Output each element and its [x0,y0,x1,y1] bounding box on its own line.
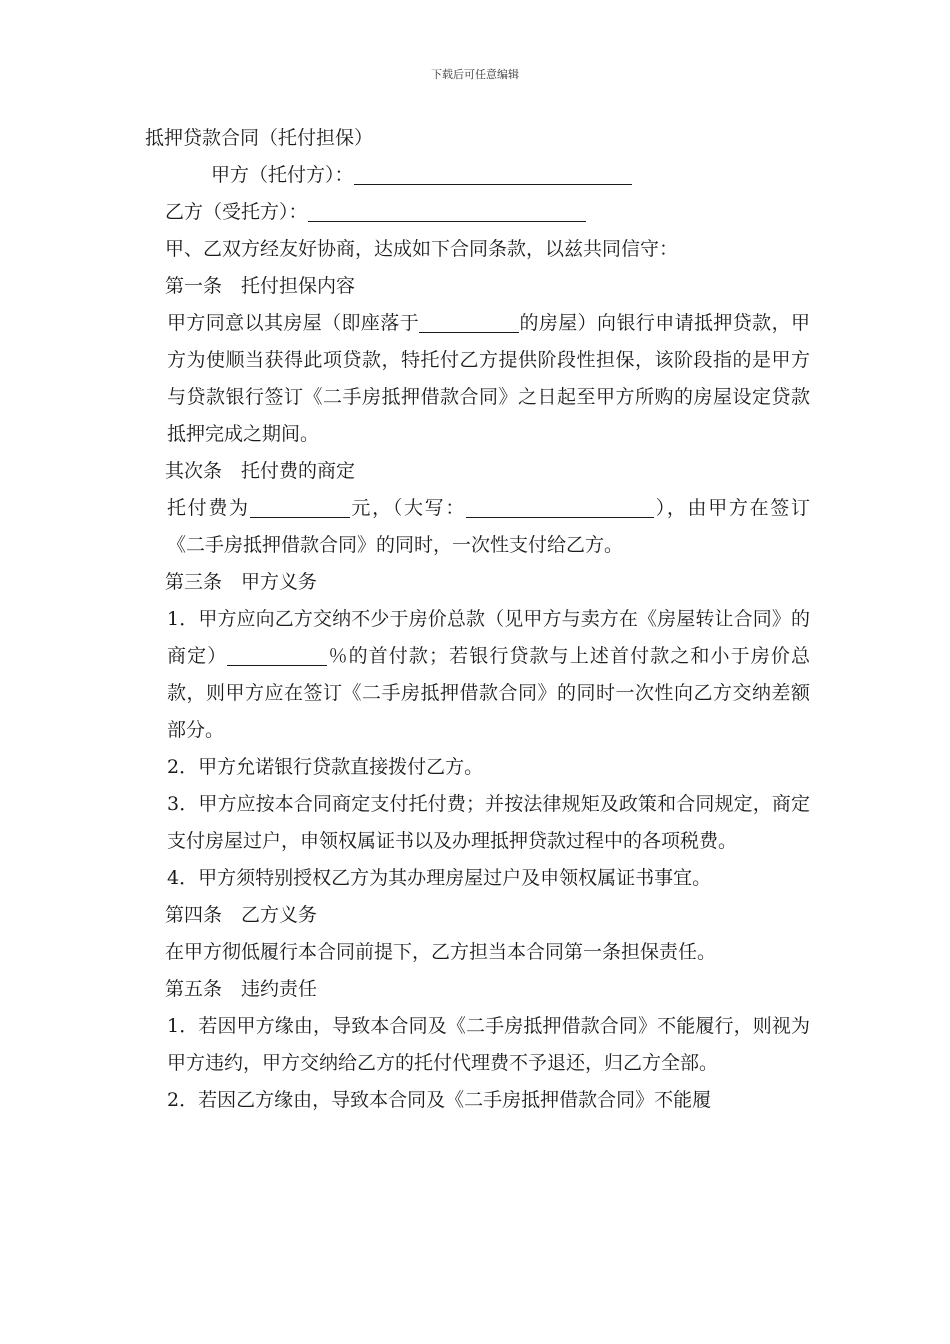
article-3-item-4: 4．甲方须特别授权乙方为其办理房屋过户及申领权属证书事宜。 [167,867,712,889]
party-a-label: 甲方（托付方）： [211,164,354,186]
article-1-paragraph [145,305,810,453]
article-3-item-1-after: ％的首付款；若银行贷款与上述首付款之和小于房价总款，则甲方应在签订《二手房抵押借款合同》的同时一次性向乙方交纳差额部分。 [167,645,810,741]
contract-body [145,120,810,1119]
article-2-text-2: 元，（大写： [349,497,467,519]
article-1-text-before: 甲方同意以其房屋（即座落于 [167,312,420,334]
article-2-text-3: ），由甲方在签订《二手房抵押借款合同》的同时，一次性支付给乙方。 [167,497,810,556]
article-2-text-1: 托付费为 [167,497,250,519]
article-3-item-1-before: 1．甲方应向乙方交纳不少于房价总款（见甲方与卖方在《房屋转让合同》的商定） [167,608,810,667]
article-4-heading: 第四条 乙方义务 [165,904,318,926]
article-1-heading: 第一条 托付担保内容 [165,275,356,297]
article-3-item-3: 3．甲方应按本合同商定支付托付费；并按法律规矩及政策和合同规定，商定支付房屋过户，申领权属证书以及办理抵押贷款过程中的各项税费。 [167,793,810,852]
party-b-blank [308,199,586,222]
article-2-heading: 其次条 托付费的商定 [165,460,356,482]
contract-title: 抵押贷款合同（托付担保） [145,127,374,149]
party-b-label: 乙方（受托方）： [165,201,308,223]
article-5-item-1: 1．若因甲方缘由，导致本合同及《二手房抵押借款合同》不能履行，则视为甲方违约，甲方交纳给乙方的托付代理费不予退还，归乙方全部。 [167,1015,810,1074]
down-payment-blank [227,643,327,666]
party-a-blank [354,162,632,185]
party-a-line [145,157,810,194]
article-4-paragraph: 在甲方彻低履行本合同前提下，乙方担当本合同第一条担保责任。 [165,941,717,963]
article-5-heading: 第五条 违约责任 [165,978,318,1000]
fee-amount-blank [250,495,350,518]
fee-words-blank [466,495,654,518]
header-note: 下载后可任意编辑 [431,68,519,81]
article-2-paragraph [145,490,810,564]
article-3-heading: 第三条 甲方义务 [165,571,318,593]
party-b-line [145,194,810,231]
article-1-text-after: 的房屋）向银行申请抵押贷款，甲方为使顺当获得此项贷款，特托付乙方提供阶段性担保，该阶段指的是甲方与贷款银行签订《二手房抵押借款合同》之日起至甲方所购的房屋设定贷款抵押完成之期间。 [167,312,810,445]
address-blank [419,310,519,333]
article-3-item-2: 2．甲方允诺银行贷款直接拨付乙方。 [167,756,484,778]
intro-paragraph: 甲、乙双方经友好协商，达成如下合同条款，以兹共同信守： [165,238,679,260]
article-3-item-1 [145,601,810,749]
article-5-item-2: 2．若因乙方缘由，导致本合同及《二手房抵押借款合同》不能履 [167,1089,712,1111]
